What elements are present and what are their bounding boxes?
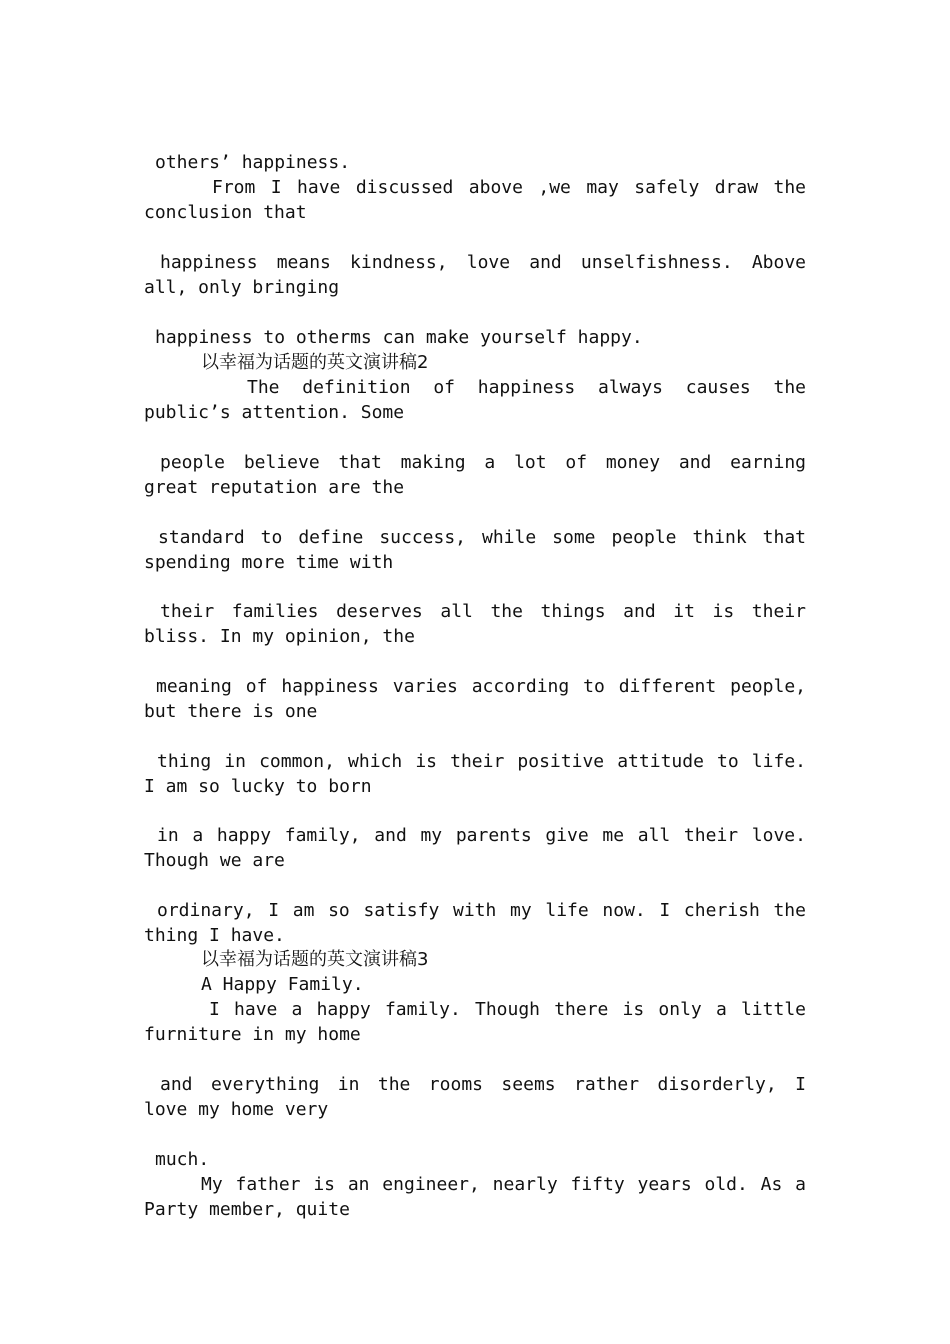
section-heading: 以幸福为话题的英文演讲稿3 bbox=[201, 949, 429, 970]
text-line: Party member, quite bbox=[144, 1199, 350, 1220]
text-line: their families deserves all the things and it is their bbox=[160, 601, 806, 622]
text-line: From I have discussed above ,we may safely draw the bbox=[212, 177, 806, 198]
text-line: The definition of happiness always causes the bbox=[247, 377, 806, 398]
text-line: happiness means kindness, love and unselfishness. Above bbox=[160, 252, 806, 273]
text-line: Though we are bbox=[144, 850, 285, 871]
text-line: conclusion that bbox=[144, 202, 307, 223]
text-line: love my home very bbox=[144, 1099, 329, 1120]
text-line: spending more time with bbox=[144, 552, 394, 573]
text-line: people believe that making a lot of money and earning bbox=[160, 452, 806, 473]
text-line: thing in common, which is their positive attitude to life. bbox=[157, 751, 806, 772]
text-line: others’ happiness. bbox=[155, 152, 351, 173]
text-line: but there is one bbox=[144, 701, 318, 722]
text-line: and everything in the rooms seems rather disorderly, I bbox=[160, 1074, 806, 1095]
text-line: much. bbox=[155, 1149, 210, 1170]
text-line: furniture in my home bbox=[144, 1024, 361, 1045]
text-line: bliss. In my opinion, the bbox=[144, 626, 415, 647]
text-line: meaning of happiness varies according to different people, bbox=[156, 676, 806, 697]
text-line: ordinary, I am so satisfy with my life now. I cherish the bbox=[157, 900, 806, 921]
text-line: in a happy family, and my parents give me all their love. bbox=[157, 825, 806, 846]
text-line: public’s attention. Some bbox=[144, 402, 405, 423]
text-line: thing I have. bbox=[144, 925, 285, 946]
section-heading: 以幸福为话题的英文演讲稿2 bbox=[201, 352, 429, 373]
text-line: I am so lucky to born bbox=[144, 776, 372, 797]
text-line: standard to define success, while some people think that bbox=[158, 527, 806, 548]
text-line: My father is an engineer, nearly fifty years old. As a bbox=[201, 1174, 806, 1195]
text-line: great reputation are the bbox=[144, 477, 405, 498]
text-line: all, only bringing bbox=[144, 277, 340, 298]
section-subtitle: A Happy Family. bbox=[201, 974, 364, 995]
text-line: happiness to otherms can make yourself happy. bbox=[155, 327, 643, 348]
text-line: I have a happy family. Though there is only a little bbox=[209, 999, 806, 1020]
